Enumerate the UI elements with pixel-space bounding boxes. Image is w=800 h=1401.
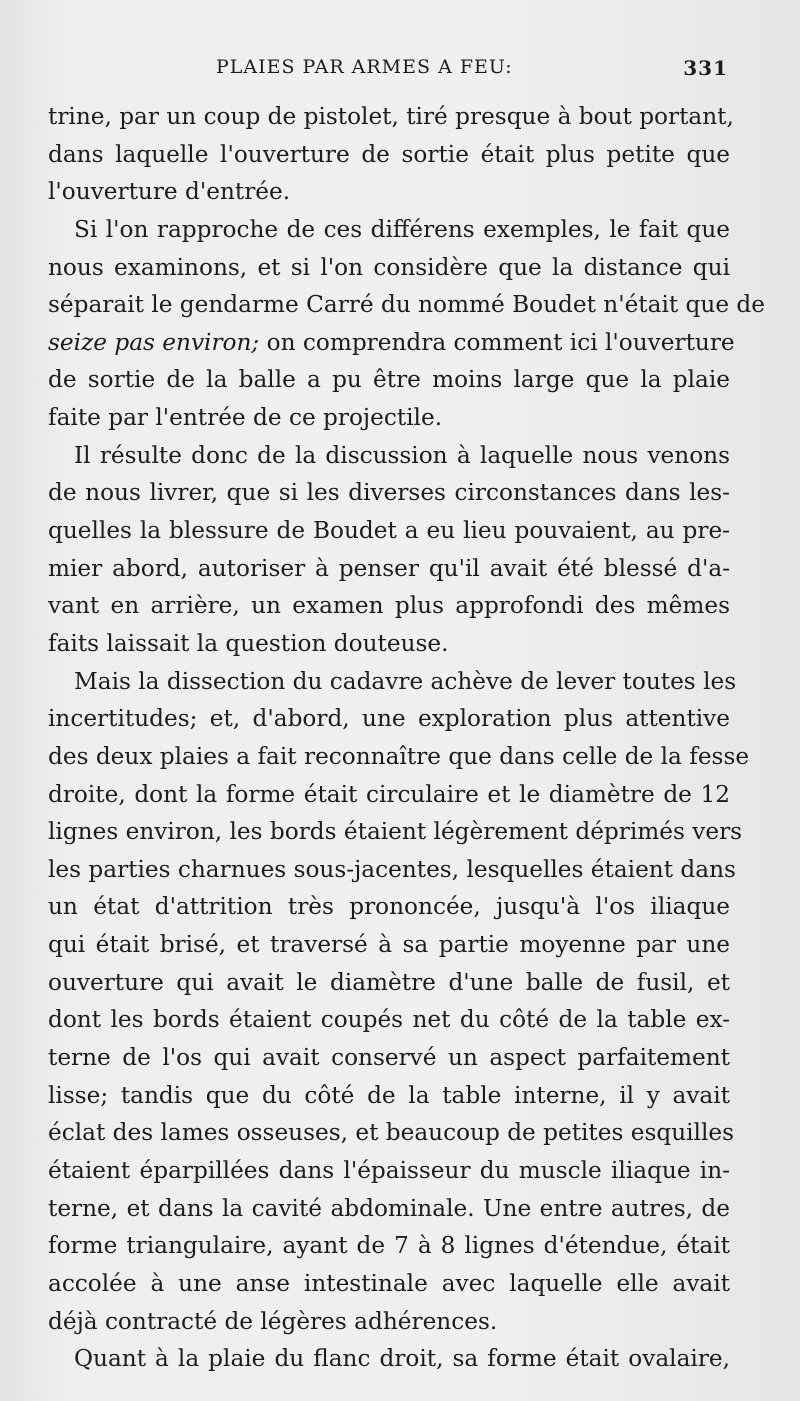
text-line: droite, dont la forme était circulaire et le diamètre de 12 [48,780,730,808]
text-line: Quant à la plaie du flanc droit, sa forme était ovalaire, [74,1345,730,1373]
text-line: trine, par un coup de pistolet, tiré presque à bout portant, [48,103,734,130]
text-line: déjà contracté de légères adhérences. [48,1307,498,1335]
text-line: terne, et dans la cavité abdominale. Une entre autres, de [48,1194,730,1222]
text-line: Il résulte donc de la discussion à laquelle nous venons [74,441,730,469]
text-line: incertitudes; et, d'abord, une exploration plus attentive [48,705,730,733]
text-line: de sortie de la balle a pu être moins large que la plaie [48,366,730,394]
text-line: Mais la dissection du cadavre achève de lever toutes les [74,667,737,695]
text-line: faits laissait la question douteuse. [48,629,449,657]
text-line: lignes environ, les bords étaient légèrement déprimés vers [48,818,743,846]
text-line: accolée à une anse intestinale avec laquelle elle avait [48,1269,730,1297]
text-line: quelles la blessure de Boudet a eu lieu pouvaient, au pre- [48,517,730,545]
text-span: on comprendra comment ici l'ouverture [259,328,735,356]
text-line: séparait le gendarme Carré du nommé Boudet n'était que de [48,291,765,319]
text-line: étaient éparpillées dans l'épaisseur du muscle iliaque in- [48,1156,730,1184]
text-line: forme triangulaire, ayant de 7 à 8 lignes d'étendue, était [48,1232,730,1260]
text-line: éclat des lames osseuses, et beaucoup de petites esquilles [48,1119,735,1147]
text-line: dont les bords étaient coupés net du côté de la table ex- [48,1006,730,1034]
page-header [216,56,728,86]
body-text [48,98,765,1378]
text-line: un état d'attrition très prononcée, jusqu'à l'os iliaque [48,893,730,921]
running-title: PLAIES PAR ARMES A FEU: [216,56,513,78]
text-line: terne de l'os qui avait conservé un aspect parfaitement [48,1044,730,1072]
text-line [48,324,735,362]
italic-phrase: seize pas environ; [48,328,260,356]
text-line: ouverture qui avait le diamètre d'une balle de fusil, et [48,968,730,996]
text-line: dans laquelle l'ouverture de sortie était plus petite que [48,140,730,168]
text-line: Si l'on rapproche de ces différens exemples, le fait que [74,215,730,243]
text-line: les parties charnues sous-jacentes, lesquelles étaient dans [48,855,736,883]
text-line: des deux plaies a fait reconnaître que dans celle de la fesse [48,742,750,770]
text-line: mier abord, autoriser à penser qu'il avait été blessé d'a- [48,554,730,582]
text-line: vant en arrière, un examen plus approfondi des mêmes [48,592,730,620]
text-line: de nous livrer, que si les diverses circonstances dans les- [48,479,730,507]
text-line: faite par l'entrée de ce projectile. [48,404,443,432]
text-line: l'ouverture d'entrée. [48,178,291,206]
page-number: 331 [683,56,728,80]
text-line: qui était brisé, et traversé à sa partie moyenne par une [48,931,730,959]
text-line: lisse; tandis que du côté de la table interne, il y avait [48,1081,730,1109]
text-line: nous examinons, et si l'on considère que la distance qui [48,253,730,281]
